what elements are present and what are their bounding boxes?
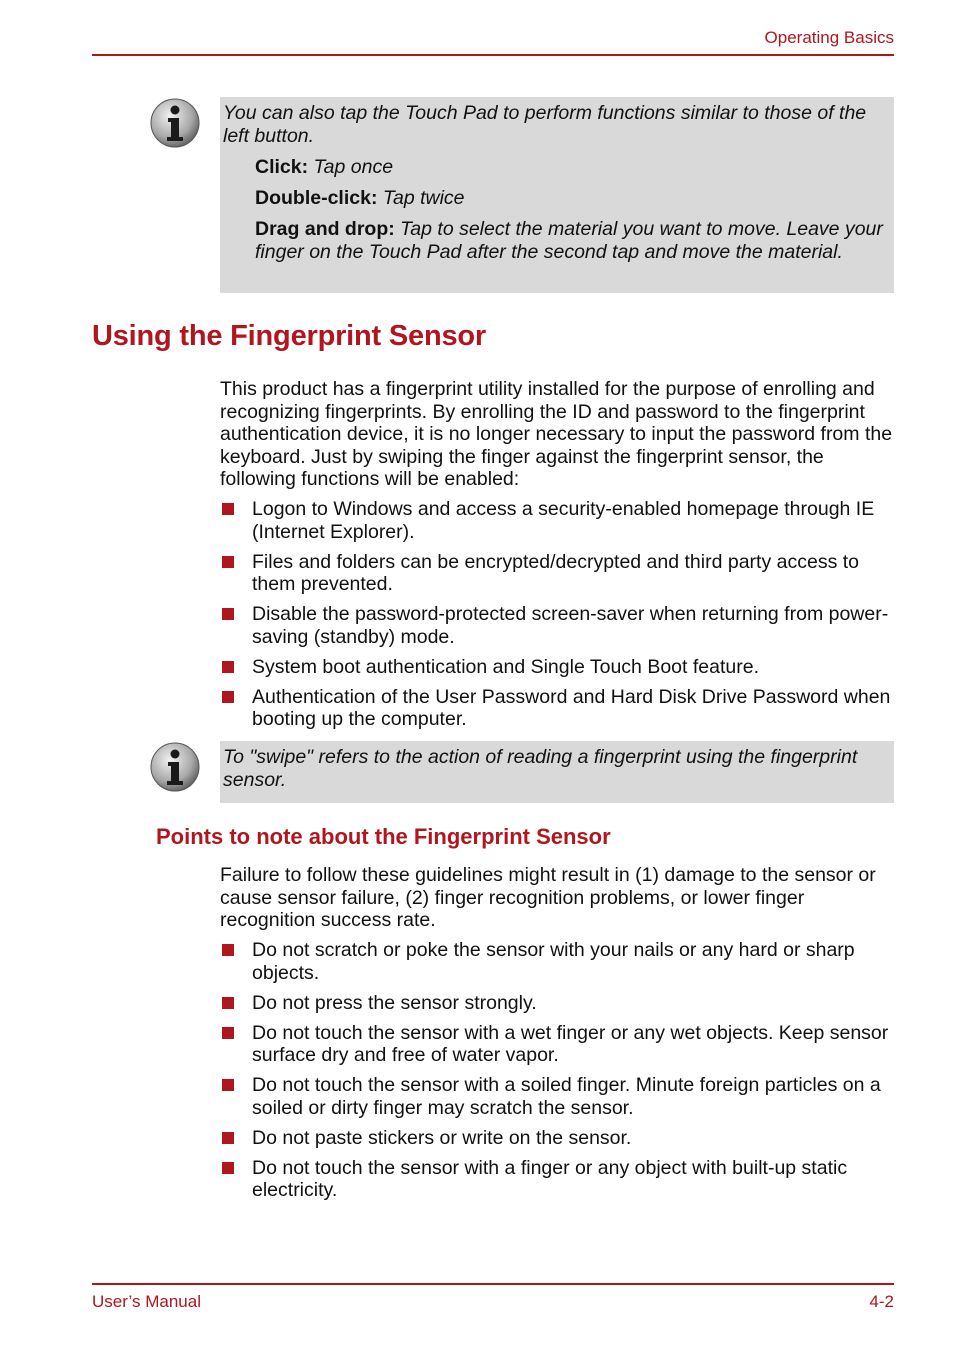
bullet-square-icon (222, 1162, 234, 1174)
footer-rule (92, 1283, 894, 1285)
bullet-square-icon (222, 1079, 234, 1091)
bullet-square-icon (222, 661, 234, 673)
section2-bullet-list (220, 939, 894, 1202)
footer-title: User’s Manual (92, 1292, 201, 1311)
note-intro: You can also tap the Touch Pad to perform functions similar to those of the left button. (223, 102, 867, 147)
section1-body (220, 378, 894, 731)
list-item: Do not touch the sensor with a soiled finger. Minute foreign particles on a soiled or dirty finger may scratch the sensor. (220, 1074, 894, 1119)
list-item: Do not scratch or poke the sensor with your nails or any hard or sharp objects. (220, 939, 894, 984)
info-icon (149, 97, 201, 149)
header-rule (92, 54, 894, 56)
bullet-square-icon (222, 1027, 234, 1039)
list-item: Disable the password-protected screen-saver when returning from power-saving (standby) mode. (220, 603, 894, 648)
note-item-double-click: Double-click: Tap twice (255, 187, 465, 209)
section2-intro: Failure to follow these guidelines might result in (1) damage to the sensor or cause sensor failure, (2) finger recognition problems, or lower finger recognition success rate. (220, 864, 876, 931)
list-item: Logon to Windows and access a security-enabled homepage through IE (Internet Explorer). (220, 498, 894, 543)
bullet-square-icon (222, 997, 234, 1009)
note-box-swipe (220, 741, 894, 803)
running-header: Operating Basics (764, 28, 894, 47)
section-title: Using the Fingerprint Sensor (92, 320, 486, 352)
list-item: Do not touch the sensor with a finger or any object with built-up static electricity. (220, 1157, 894, 1202)
bullet-square-icon (222, 944, 234, 956)
list-item: Do not press the sensor strongly. (220, 992, 894, 1015)
note-box-touchpad (220, 97, 894, 293)
note-item-click: Click: Tap once (255, 156, 394, 178)
bullet-square-icon (222, 1132, 234, 1144)
info-icon (149, 741, 201, 793)
note-item-drag-drop: Drag and drop: Tap to select the material you want to move. Leave your finger on the Touch Pad after the second tap and move the material. (255, 218, 883, 263)
list-item: Files and folders can be encrypted/decrypted and third party access to them prevented. (220, 551, 894, 596)
section1-bullet-list (220, 498, 894, 731)
list-item: Do not paste stickers or write on the sensor. (220, 1127, 894, 1150)
section1-intro: This product has a fingerprint utility installed for the purpose of enrolling and recognizing fingerprints. By enrolling the ID and password to the fingerprint authentication device, it is no longer necessary to input the password from the keyboard. Just by swiping the finger against the fingerprint sensor, the following functions will be enabled: (220, 378, 893, 490)
note-swipe-text: To "swipe" refers to the action of reading a fingerprint using the fingerprint sensor. (223, 746, 858, 791)
list-item: Do not touch the sensor with a wet finger or any wet objects. Keep sensor surface dry and free of water vapor. (220, 1022, 894, 1067)
list-item: Authentication of the User Password and Hard Disk Drive Password when booting up the computer. (220, 686, 894, 731)
list-item: System boot authentication and Single Touch Boot feature. (220, 656, 894, 679)
section2-body (220, 864, 894, 1202)
subsection-title: Points to note about the Fingerprint Sensor (156, 824, 611, 849)
bullet-square-icon (222, 556, 234, 568)
bullet-square-icon (222, 691, 234, 703)
bullet-square-icon (222, 503, 234, 515)
bullet-square-icon (222, 608, 234, 620)
page-number: 4-2 (869, 1292, 894, 1311)
